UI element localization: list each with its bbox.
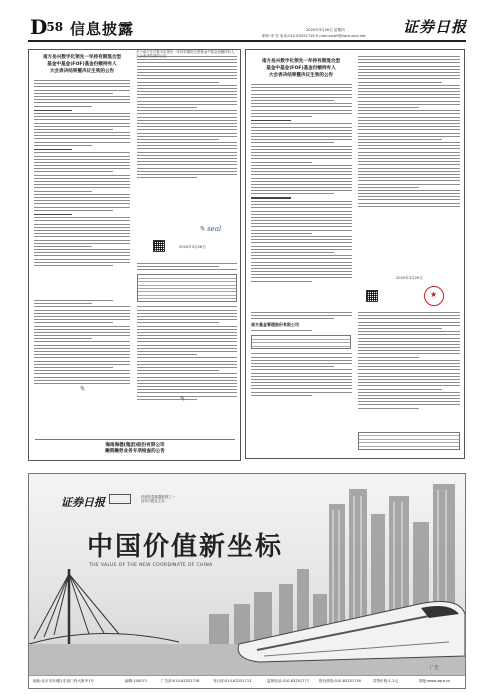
contact-line: 制作:李 雪 电话:010-83251716 E-mail:zqrb9@zqrb.sina.net — [262, 34, 366, 38]
notice-right-col2-lower — [358, 312, 460, 411]
footer-distribution: 发行部:010-83251713 — [213, 679, 252, 683]
issue-date: 2020年3月26日 星期四 — [306, 28, 345, 32]
notice-right-title: 南方岳兴数字化领先一年持有期混合型 基金中基金(FOF)基金份额持有人 大会表决结果暨决议生效的公告 — [261, 59, 341, 78]
signature-left-2: ✎ — [79, 385, 85, 393]
ad-subheadline: THE VALUE OF THE NEW COORDINATE OF CHINA — [89, 563, 213, 568]
notice-left — [28, 49, 241, 461]
footer-ads: 广告部:010-83251716 — [161, 679, 200, 683]
data-table-right — [251, 335, 351, 349]
notice-right-subheading: 南方基金管理股份有限公司 — [251, 322, 299, 328]
masthead-logo: 证券日报 — [403, 18, 468, 36]
notice-right-col1-lower — [251, 312, 352, 398]
company-block-left: 海南海德(集团)股份有限公司 融资融券业务专项检查的公告 — [35, 439, 235, 455]
notice-left-col1 — [34, 80, 130, 268]
data-table-left — [137, 274, 237, 302]
company-seal-stamp — [424, 286, 444, 306]
header-rule — [28, 40, 466, 42]
ad-label: 广告 — [430, 666, 439, 671]
footer-web: 网址:www.zqrb.cn — [419, 679, 451, 683]
ad-logo: 证券日报 — [61, 496, 105, 509]
footer-tips: 监督电话:010-83251777 — [267, 679, 310, 683]
ad-footer — [29, 675, 465, 688]
page-number: $D^{58}$ — [30, 15, 64, 39]
footer-price: 零售价格:1-2元 — [373, 679, 399, 683]
signature-left-3: ✎ — [179, 395, 185, 403]
notice-left-col2-heading: 关于南方岳兴数字化领先一年持有期混合型基金中基金份额持有人大会表决结果的公告 — [136, 50, 235, 58]
notice-right-col1 — [251, 84, 352, 284]
ad-headline: 中国价值新坐标 — [87, 532, 284, 562]
section-name: 信息披露 — [70, 20, 135, 38]
footer-phone: 报价热线:010-83251750 — [319, 679, 362, 683]
notice-left-col2 — [137, 56, 237, 180]
notice-left-date: 2020年3月26日 — [179, 245, 206, 249]
notice-left-col2-lower — [137, 263, 237, 402]
page-header — [0, 0, 484, 44]
notice-left-title: 南方岳兴数字化领先一年持有期混合型 基金中基金(FOF)基金份额持有人 大会表决结果暨决议生效的公告 — [42, 55, 122, 74]
ad-logo-badge — [109, 494, 131, 504]
footer-address: 地址:北京市东城区东直门内大街甲1号 — [33, 679, 94, 683]
notice-right-date: 2020年3月26日 — [396, 276, 423, 280]
notice-right — [245, 49, 465, 459]
footer-editorial: 编辑:100071 — [125, 679, 148, 683]
notice-left-col1-lower — [34, 300, 130, 386]
footer-table-right — [358, 432, 460, 450]
notice-right-col2 — [358, 56, 460, 209]
ad-tagline: 权威信息披露报纸之一 证券日报社主办 — [141, 495, 175, 504]
qr-code-right — [366, 290, 378, 302]
signature-left-1: ✎ seal — [199, 225, 222, 233]
advertisement — [28, 473, 466, 689]
qr-code-left — [153, 240, 165, 252]
